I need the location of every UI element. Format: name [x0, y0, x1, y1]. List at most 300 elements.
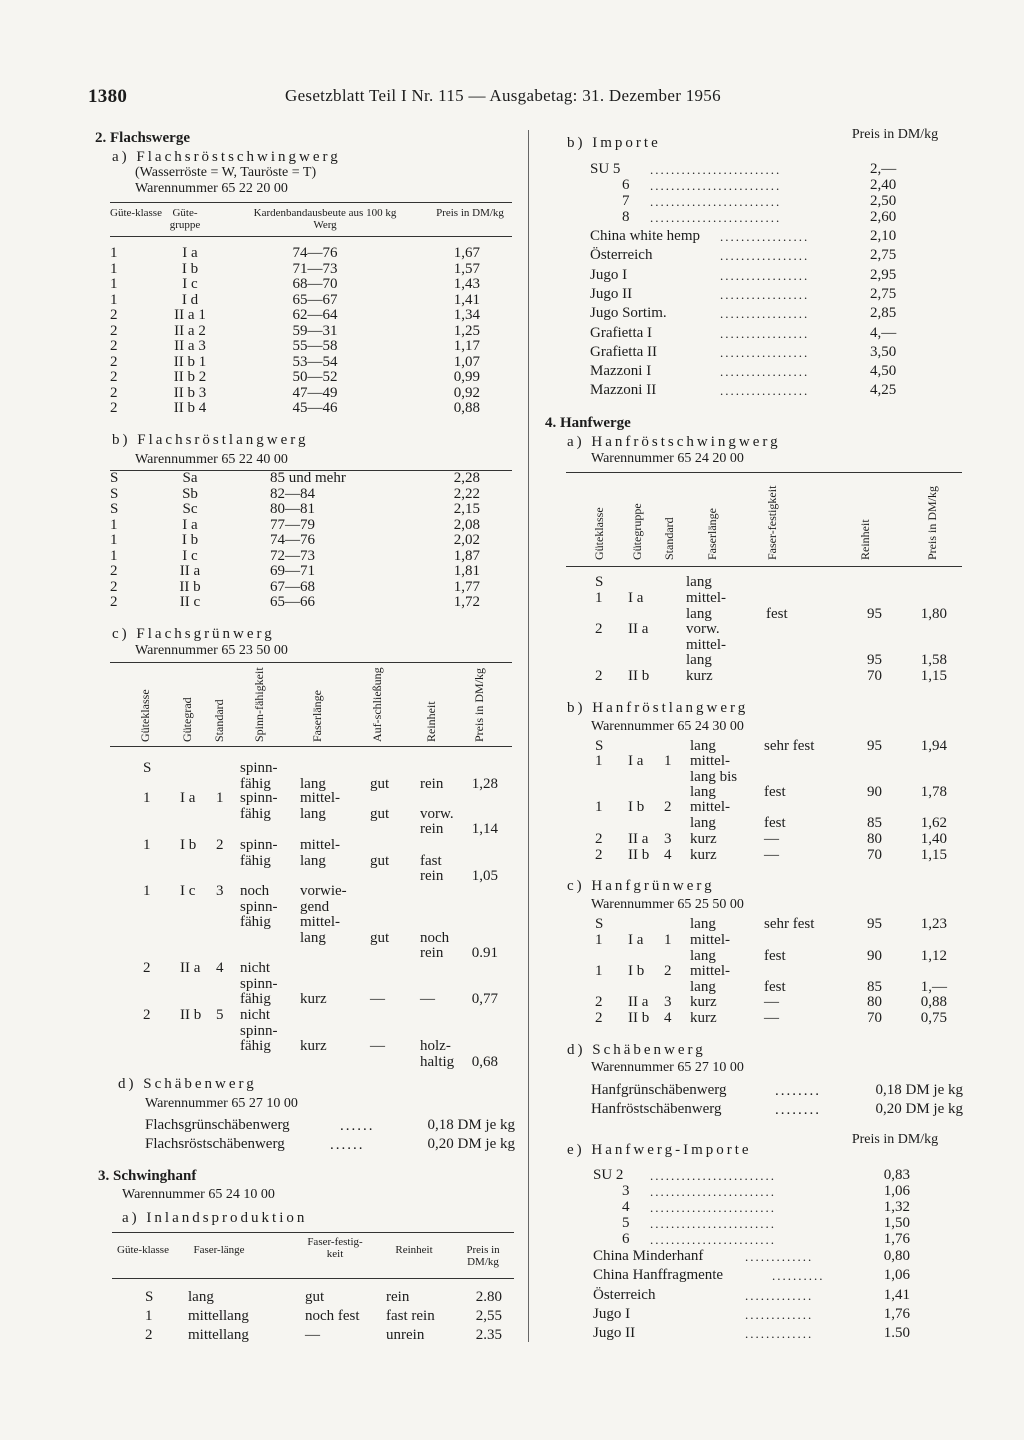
s4c-cell: 1,—: [920, 978, 947, 995]
table-2c-cell: spinn- fähig: [240, 790, 278, 822]
table-2a-cell: 2: [110, 384, 118, 401]
col-head-4a: Faser-festigkeit: [765, 485, 779, 560]
table-4e-label: China Hanffragmente: [593, 1267, 724, 1284]
table-2c-cell: 1: [143, 883, 151, 899]
s4c-cell: kurz: [690, 1010, 717, 1026]
table-4a-cell: 2: [595, 621, 603, 637]
col-head-4a: Güteklasse: [592, 507, 606, 560]
col-head-gueteklasse: Güte-klasse: [110, 207, 162, 219]
table-2b-cell: 1: [110, 547, 118, 564]
table-2c-cell: 1: [143, 837, 151, 853]
leader-dots: .............: [745, 1306, 814, 1322]
section-2a-title: a) Flachsröstschwingwerg: [112, 149, 341, 165]
s4c-cell: 1: [595, 963, 603, 979]
table-2b-cell: II b: [179, 578, 201, 595]
table-2b-cell: 77—79: [270, 516, 315, 533]
s4c-cell: II b: [628, 1010, 650, 1026]
col-head-2c: Auf-schließung: [370, 667, 384, 742]
col-head-2c: Gütegrad: [180, 697, 194, 742]
table-4e-label: China Minderhanf: [593, 1248, 704, 1264]
table-3a-cell: mittellang: [188, 1327, 249, 1343]
table-3b-label: Grafietta I: [590, 324, 653, 341]
table-2a-cell: 1,07: [453, 353, 480, 370]
table-2a-cell: 62—64: [292, 307, 338, 323]
table-2c-cell: 5: [216, 1007, 224, 1023]
table-4d-label: Hanfröstschäbenwerg: [591, 1101, 722, 1117]
table-4a-cell: II a: [628, 621, 649, 637]
table-2c-cell: kurz: [300, 1038, 327, 1054]
table-2a-cell: 74—76: [292, 245, 338, 261]
leader-dots: .............: [745, 1249, 814, 1264]
table-4e-label: 3: [622, 1183, 630, 1199]
table-2b-cell: 74—76: [270, 532, 315, 548]
s4b-cell: —: [764, 831, 779, 847]
table-2c-cell: vorw. rein: [420, 805, 454, 837]
table-2b-cell: II a: [179, 563, 201, 579]
table-4a-cell: 1,58: [920, 652, 947, 668]
table-4e-value: 1,41: [883, 1286, 910, 1303]
leader-dots: .................: [720, 344, 810, 360]
s4b-cell: mittel- lang: [690, 799, 730, 831]
table-3b-value: 2,85: [870, 305, 897, 322]
table-2a-cell: 1: [110, 276, 118, 292]
table-3b-label: Mazzoni I: [590, 363, 652, 380]
table-4a-cell: 1,80: [920, 605, 947, 622]
table-4e-label: Österreich: [593, 1286, 656, 1303]
table-2b-cell: 69—71: [270, 563, 315, 579]
leader-dots: .................: [720, 286, 810, 302]
table-2a-cell: 1: [110, 260, 118, 277]
table-2a-cell: 0,99: [453, 369, 480, 385]
section-3b-price-head: Preis in DM/kg: [851, 127, 939, 142]
table-2b-cell: 2: [110, 563, 118, 579]
table-2d-value: 0,20 DM je kg: [427, 1136, 515, 1152]
s4b-cell: lang: [690, 738, 716, 754]
table-4a-cell: 95: [867, 652, 882, 668]
table-3b-value: 3,50: [870, 343, 897, 360]
col-head-kardenband: Kardenbandausbeute aus 100 kg Werg: [253, 207, 397, 231]
table-2b-cell: I a: [182, 516, 198, 533]
s4c-cell: I a: [628, 932, 644, 948]
leader-dots: .................: [720, 306, 810, 322]
table-4e-value: 1,50: [883, 1215, 910, 1231]
table-3b-value: 4,—: [870, 324, 897, 341]
table-2c-cell: nicht spinn- fähig: [240, 1007, 278, 1054]
table-2d-value: 0,18 DM je kg: [427, 1117, 515, 1133]
table-2a-cell: 50—52: [292, 369, 338, 385]
s4c-cell: 1,23: [920, 916, 947, 932]
s4c-cell: 2: [595, 1010, 603, 1026]
s4c-cell: 1,12: [920, 947, 947, 964]
s4b-cell: —: [764, 847, 779, 863]
table-2a-cell: 1,17: [453, 338, 480, 354]
section-4b-title: b) Hanfröstlangwerg: [567, 700, 749, 716]
col-head-3a: Faser-festig-keit: [307, 1236, 363, 1260]
table-2b-cell: 2: [110, 594, 118, 610]
table-4e-value: 1,76: [883, 1305, 910, 1322]
leader-dots: .............: [745, 1326, 814, 1342]
s4c-cell: I b: [628, 963, 645, 979]
s4c-cell: 0,88: [920, 994, 947, 1010]
table-2a-cell: 1: [110, 291, 118, 308]
section-2b-title: b) Flachsröstlangwerg: [112, 432, 309, 448]
leader-dots: ........................: [650, 1168, 776, 1183]
s4c-cell: mittel- lang: [690, 963, 730, 995]
table-2c-cell: I a: [180, 790, 196, 806]
s4b-cell: 3: [664, 831, 672, 847]
s4c-cell: 4: [664, 1010, 672, 1026]
s4c-cell: 0,75: [920, 1010, 947, 1026]
col-head-4a: Standard: [662, 517, 676, 560]
table-2c-cell: 0,68: [471, 1053, 498, 1070]
table-2c-cell: nicht spinn- fähig: [240, 960, 278, 1007]
table-3b-label: Mazzoni II: [590, 382, 657, 399]
col-head-guetegruppe: Güte-gruppe: [169, 207, 201, 231]
s4c-cell: 2: [595, 994, 603, 1010]
table-3b-label: China white hemp: [590, 228, 700, 244]
s4c-cell: —: [764, 1010, 779, 1026]
table-2b-cell: 2,28: [453, 470, 480, 486]
table-3b-label: 6: [622, 177, 630, 193]
table-4a-cell: II b: [628, 668, 650, 684]
page-number: 1380: [88, 86, 128, 107]
table-2c-cell: gut: [370, 852, 390, 869]
table-2b-cell: 1,87: [453, 547, 480, 564]
table-2a-cell: II a 1: [174, 307, 206, 323]
table-3a-cell: fast rein: [386, 1308, 435, 1324]
table-4e-value: 1,06: [883, 1183, 910, 1199]
table-4e-label: SU 2: [593, 1167, 624, 1183]
table-2c-cell: gut: [370, 805, 390, 822]
s4c-cell: S: [595, 916, 604, 932]
table-2b-cell: 2,15: [453, 501, 480, 517]
table-2b-cell: 1,72: [453, 594, 480, 610]
table-2a-cell: II b 2: [173, 369, 207, 385]
table-2c-cell: gut: [370, 775, 390, 792]
table-4a-cell: 70: [867, 668, 882, 684]
s4c-cell: 1: [595, 932, 603, 948]
table-3a-cell: 2: [145, 1327, 153, 1343]
table-3a-cell: rein: [386, 1289, 410, 1305]
table-2c-cell: 2: [216, 837, 224, 853]
col-head-2c: Standard: [212, 699, 226, 742]
table-4d-value: 0,18 DM je kg: [875, 1082, 963, 1098]
table-3b-label: Österreich: [590, 247, 653, 264]
table-2a-cell: 1,67: [453, 245, 480, 261]
col-head-2c: Faserlänge: [310, 690, 324, 742]
section-4e-title: e) Hanfwerg-Importe: [567, 1142, 752, 1158]
table-2a-cell: II a 2: [174, 322, 206, 339]
table-2c-cell: spinn- fähig: [240, 760, 278, 792]
table-3a-cell: gut: [305, 1289, 325, 1305]
table-4e-value: 1.50: [883, 1325, 910, 1342]
table-4a-cell: 2: [595, 668, 603, 684]
table-4e-label: Jugo I: [593, 1305, 631, 1322]
table-3b-value: 4,50: [870, 363, 897, 380]
section-2a-note: (Wasserröste = W, Tauröste = T): [135, 165, 317, 180]
table-2c-cell: fast rein: [420, 852, 444, 884]
table-2b-cell: 67—68: [270, 578, 315, 595]
section-2d-warennummer: Warennummer 65 27 10 00: [145, 1096, 298, 1111]
section-4d-warennummer: Warennummer 65 27 10 00: [591, 1060, 744, 1075]
table-2a-cell: II b 3: [173, 384, 207, 401]
table-2c-cell: noch rein: [420, 929, 450, 961]
table-4d-value: 0,20 DM je kg: [875, 1101, 963, 1117]
table-4e-label: 4: [622, 1199, 630, 1215]
table-2c-cell: spinn- fähig: [240, 837, 278, 869]
table-2b-cell: Sc: [182, 501, 198, 517]
col-head-3a: Reinheit: [395, 1244, 433, 1256]
section-4a-title: a) Hanfröstschwingwerg: [567, 434, 781, 450]
table-2a-cell: 1,43: [453, 276, 480, 292]
table-3b-value: 2,40: [870, 177, 897, 193]
table-2b-cell: 80—81: [270, 501, 315, 517]
section-3-warennummer: Warennummer 65 24 10 00: [122, 1187, 275, 1202]
table-2c-cell: 1,28: [471, 775, 498, 792]
section-hanfwerge-title: 4. Hanfwerge: [545, 415, 631, 431]
table-2b-cell: S: [110, 501, 119, 517]
table-4a-cell: I a: [628, 590, 644, 606]
s4b-cell: 95: [867, 738, 882, 754]
section-3b-title: b) Importe: [567, 135, 661, 151]
s4b-cell: 80: [867, 831, 882, 847]
leader-dots: .................: [720, 383, 810, 399]
s4b-cell: 4: [664, 847, 672, 863]
table-4a-cell: 95: [867, 605, 882, 622]
table-2c-cell: mittel- lang: [300, 837, 340, 869]
table-2b-cell: 1: [110, 516, 118, 533]
table-3a-cell: lang: [188, 1289, 214, 1305]
table-2d-label: Flachsröstschäbenwerg: [145, 1136, 285, 1152]
table-4e-value: 0,83: [883, 1167, 910, 1183]
s4b-cell: II a: [628, 831, 649, 847]
table-3b-value: 2,75: [870, 247, 897, 264]
leader-dots: ........: [775, 1083, 821, 1099]
s4b-cell: kurz: [690, 847, 717, 863]
s4b-cell: 1,78: [920, 784, 947, 800]
section-2d-title: d) Schäbenwerg: [118, 1076, 257, 1092]
leader-dots: .................: [720, 267, 810, 283]
s4b-cell: 2: [664, 799, 672, 815]
s4c-cell: lang: [690, 916, 716, 932]
s4c-cell: 85: [867, 978, 882, 995]
section-2c-warennummer: Warennummer 65 23 50 00: [135, 643, 288, 658]
table-2b-cell: 1,77: [453, 578, 480, 595]
col-head-3a: Güte-klasse: [117, 1244, 169, 1256]
table-2c-cell: mittel- lang: [300, 790, 340, 822]
section-2b-warennummer: Warennummer 65 22 40 00: [135, 452, 288, 467]
leader-dots: .........................: [650, 194, 782, 209]
table-2a-cell: I d: [181, 291, 199, 308]
table-2c-cell: II a: [180, 960, 201, 976]
table-4e-value: 1,06: [883, 1267, 910, 1284]
leader-dots: .................: [720, 248, 810, 264]
section-4e-price-head: Preis in DM/kg: [851, 1132, 939, 1147]
table-2d-label: Flachsgrünschäbenwerg: [145, 1117, 290, 1133]
table-4e-label: Jugo II: [593, 1325, 636, 1342]
s4b-cell: 1: [595, 799, 603, 815]
col-head-2c: Preis in DM/kg: [472, 667, 486, 742]
table-3a-cell: noch fest: [305, 1308, 360, 1324]
col-head-3a: Faser-länge: [193, 1244, 245, 1256]
table-2a-cell: 53—54: [292, 353, 338, 370]
table-3a-cell: —: [305, 1327, 320, 1343]
s4b-cell: II b: [628, 847, 650, 863]
table-2a-cell: 0,88: [453, 400, 480, 416]
page-header-title: Gesetzblatt Teil I Nr. 115 — Ausgabetag: 31. Dezember 1956: [285, 86, 721, 105]
table-2c-cell: 1: [143, 790, 151, 806]
table-2c-cell: 3: [216, 883, 224, 899]
table-2c-cell: 2: [143, 1007, 151, 1023]
table-2a-cell: 1: [110, 245, 118, 261]
table-3b-value: 4,25: [870, 382, 897, 399]
leader-dots: ......: [340, 1118, 375, 1134]
s4b-cell: 1: [595, 753, 603, 769]
s4b-cell: I a: [628, 753, 644, 769]
section-2a-warennummer: Warennummer 65 22 20 00: [135, 181, 288, 196]
leader-dots: .................: [720, 325, 810, 341]
table-2a-cell: 2: [110, 322, 118, 339]
table-2b-cell: 1: [110, 532, 118, 548]
s4c-cell: 70: [867, 1010, 882, 1026]
s4b-cell: 1,40: [920, 831, 947, 847]
table-3b-value: 2,60: [870, 209, 897, 225]
s4b-cell: fest: [764, 814, 786, 831]
s4c-cell: II a: [628, 994, 649, 1010]
table-2a-cell: 1,57: [453, 260, 480, 277]
table-2b-cell: 1,81: [453, 563, 480, 579]
leader-dots: ......: [330, 1137, 365, 1153]
s4c-cell: mittel- lang: [690, 932, 730, 964]
leader-dots: .............: [745, 1287, 814, 1303]
table-3a-cell: 1: [145, 1308, 153, 1324]
table-2b-cell: II c: [179, 594, 201, 610]
table-2a-cell: 2: [110, 338, 118, 354]
table-2a-cell: 59—31: [292, 322, 338, 339]
leader-dots: .........................: [650, 162, 782, 177]
table-2b-cell: 2: [110, 578, 118, 595]
s4b-cell: 90: [867, 784, 882, 800]
table-2c-cell: vorwie- gend mittel- lang: [300, 883, 347, 946]
table-3a-cell: mittellang: [188, 1308, 249, 1324]
table-2c-cell: —: [420, 991, 435, 1007]
s4c-cell: 95: [867, 916, 882, 932]
s4c-cell: kurz: [690, 994, 717, 1010]
section-flachswerge-title: 2. Flachswerge: [95, 130, 190, 146]
s4b-cell: 1,15: [920, 847, 947, 863]
table-2a-cell: II b 4: [173, 400, 207, 416]
table-2c-cell: 1,14: [471, 821, 498, 837]
table-4e-label: 5: [622, 1215, 630, 1231]
table-2c-cell: 4: [216, 960, 224, 976]
s4c-cell: 1: [664, 932, 672, 948]
table-4a-cell: lang: [686, 574, 712, 590]
s4b-cell: 1,94: [920, 738, 947, 754]
s4b-cell: mittel- lang bis lang: [690, 753, 738, 800]
col-head-4a: Faserlänge: [705, 508, 719, 560]
s4b-cell: 85: [867, 814, 882, 831]
col-head-4a: Reinheit: [858, 519, 872, 560]
leader-dots: ........................: [650, 1200, 776, 1215]
table-2c-cell: I b: [180, 837, 197, 853]
table-4e-value: 1,32: [883, 1199, 910, 1215]
table-3a-cell: 2.80: [475, 1289, 502, 1305]
table-3b-label: Jugo Sortim.: [590, 305, 667, 322]
leader-dots: ........................: [650, 1232, 776, 1247]
table-3b-label: 8: [622, 209, 630, 225]
table-2b-cell: 65—66: [270, 594, 315, 610]
leader-dots: ..........: [772, 1268, 825, 1284]
table-2c-cell: 0.91: [471, 945, 498, 961]
leader-dots: .................: [720, 229, 810, 244]
table-4e-value: 1,76: [883, 1231, 910, 1247]
s4b-cell: 2: [595, 831, 603, 847]
s4b-cell: S: [595, 738, 604, 754]
table-2c-cell: kurz: [300, 991, 327, 1007]
table-2c-cell: gut: [370, 929, 390, 946]
table-3a-cell: unrein: [386, 1327, 425, 1343]
table-2c-cell: 1,05: [471, 868, 498, 884]
table-4e-value: 0,80: [883, 1248, 910, 1264]
s4b-cell: fest: [764, 784, 786, 800]
section-4a-warennummer: Warennummer 65 24 20 00: [591, 451, 744, 466]
section-4d-title: d) Schäbenwerg: [567, 1042, 706, 1058]
section-2c-title: c) Flachsgrünwerg: [112, 626, 275, 642]
table-3b-label: 7: [622, 193, 630, 209]
s4c-cell: sehr fest: [764, 916, 815, 932]
section-schwinghanf-title: 3. Schwinghanf: [98, 1168, 197, 1184]
table-2c-cell: S: [143, 760, 152, 776]
table-4a-cell: mittel- lang: [686, 590, 726, 622]
table-2a-cell: II a 3: [174, 338, 206, 354]
section-4c-warennummer: Warennummer 65 25 50 00: [591, 897, 744, 912]
table-4a-cell: vorw. mittel- lang: [686, 621, 726, 668]
table-2a-cell: I b: [181, 260, 199, 277]
table-3b-value: 2,50: [870, 193, 897, 209]
s4c-cell: fest: [764, 978, 786, 995]
table-2a-cell: 1,25: [453, 322, 480, 339]
table-2a-cell: I a: [182, 245, 198, 261]
leader-dots: .........................: [650, 178, 782, 193]
table-2c-cell: II b: [180, 1007, 202, 1023]
col-head-2c: Spinn-fähigkeit: [252, 667, 266, 742]
col-head-4a: Gütegruppe: [630, 503, 644, 560]
table-2c-cell: 1: [216, 790, 224, 806]
table-2a-cell: 65—67: [292, 291, 338, 308]
table-2b-cell: S: [110, 485, 119, 502]
leader-dots: ........: [775, 1102, 821, 1118]
table-2b-cell: 2,02: [453, 532, 480, 548]
table-4a-cell: fest: [766, 605, 788, 622]
table-2c-cell: rein: [420, 775, 444, 792]
s4b-cell: I b: [628, 799, 645, 815]
table-2a-cell: 2: [110, 353, 118, 370]
table-2a-cell: 2: [110, 400, 118, 416]
leader-dots: .........................: [650, 210, 782, 225]
table-2c-cell: noch spinn- fähig: [240, 883, 278, 930]
table-2c-cell: —: [370, 1038, 385, 1054]
table-4a-cell: kurz: [686, 668, 713, 684]
s4c-cell: 3: [664, 994, 672, 1010]
table-3a-cell: S: [145, 1289, 154, 1305]
table-3b-value: 2,75: [870, 285, 897, 302]
table-2a-cell: 1,41: [453, 291, 480, 308]
table-2a-cell: 55—58: [292, 338, 338, 354]
table-2b-cell: 82—84: [270, 485, 315, 502]
table-4e-label: 6: [622, 1231, 630, 1247]
table-2a-cell: 71—73: [292, 260, 338, 277]
s4c-cell: 80: [867, 994, 882, 1010]
